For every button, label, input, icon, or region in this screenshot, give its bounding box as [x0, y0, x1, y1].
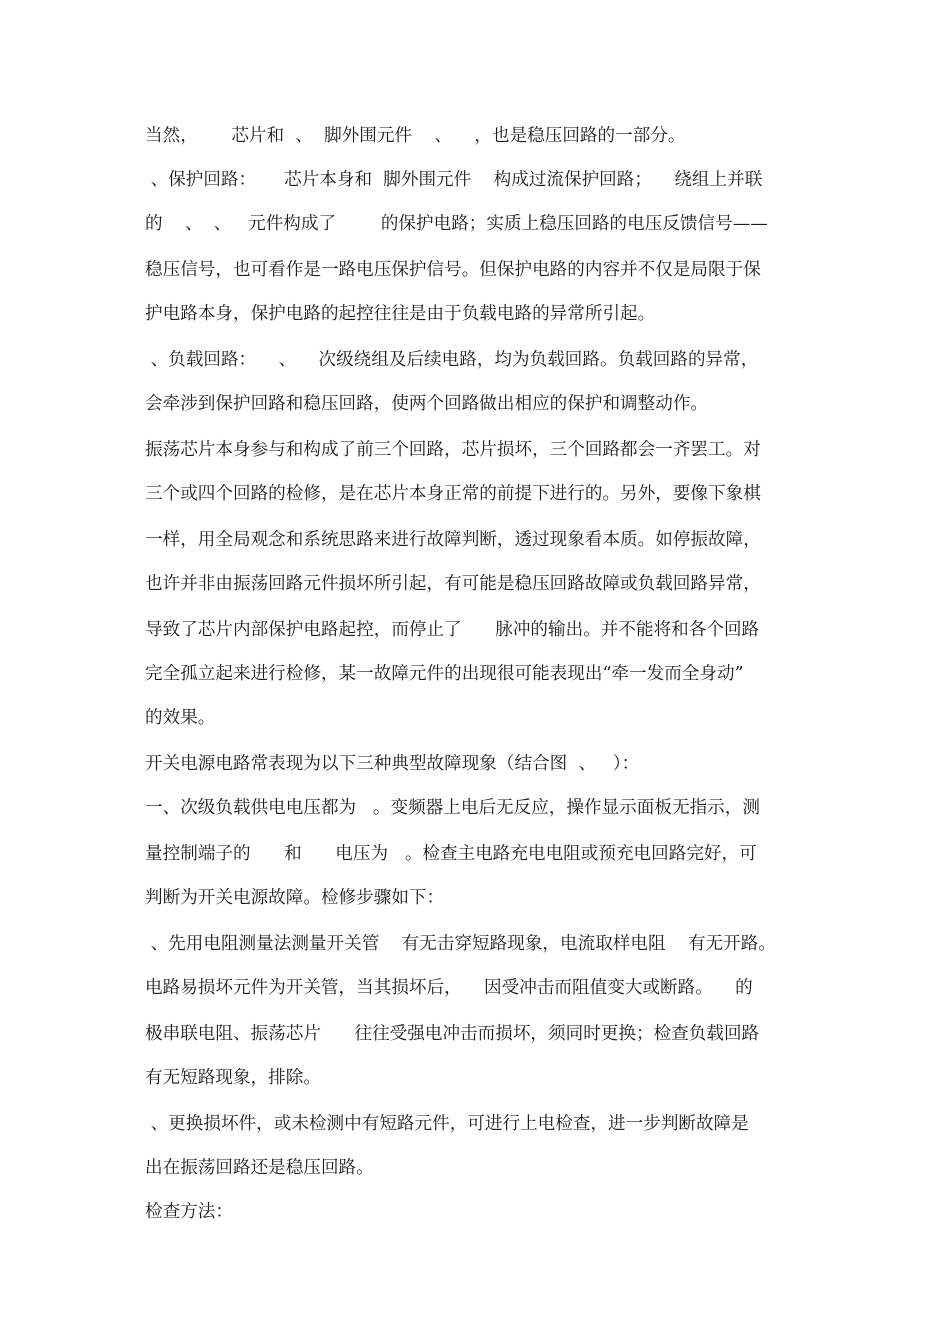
text-line: 、负载回路： 、 次级绕组及后续电路，均为负载回路。负载回路的异常， — [145, 350, 759, 370]
text-line: 稳压信号，也可看作是一路电压保护信号。但保护电路的内容并不仅是局限于保 — [145, 260, 761, 280]
text-line: 、更换损坏件，或未检测中有短路元件，可进行上电检查，进一步判断故障是 — [145, 1114, 749, 1134]
text-line: 有无短路现象，排除。 — [145, 1068, 321, 1088]
text-line: 的 、 、 元件构成了 的保护电路；实质上稳压回路的电压反馈信号—— — [145, 214, 768, 234]
text-line: 当然， 芯片和 、 脚外围元件 、 ，也是稳压回路的一部分。 — [145, 126, 686, 146]
text-line: 完全孤立起来进行检修，某一故障元件的出现很可能表现出“牵一发而全身动” — [145, 664, 744, 684]
text-line: 一样，用全局观念和系统思路来进行故障判断，透过现象看本质。如停振故障， — [145, 530, 761, 550]
text-line: 护电路本身，保护电路的起控往往是由于负载电路的异常所引起。 — [145, 304, 656, 324]
text-line: 三个或四个回路的检修，是在芯片本身正常的前提下进行的。另外，要像下象棋 — [145, 484, 761, 504]
text-line: 电路易损坏元件为开关管，当其损坏后， 因受冲击而阻值变大或断路。 的 — [145, 978, 753, 998]
text-line: 检查方法： — [145, 1202, 233, 1222]
text-line: 也许并非由振荡回路元件损坏所引起，有可能是稳压回路故障或负载回路异常， — [145, 574, 761, 594]
text-line: 的效果。 — [145, 708, 216, 728]
text-line: 出在振荡回路还是稳压回路。 — [145, 1158, 374, 1178]
text-line: 判断为开关电源故障。检修步骤如下： — [145, 888, 445, 908]
text-line: 一、次级负载供电电压都为 。变频器上电后无反应，操作显示面板无指示，测 — [145, 798, 760, 818]
text-line: 量控制端子的 和 电压为 。检查主电路充电电阻或预充电回路完好，可 — [145, 844, 757, 864]
text-line: 振荡芯片本身参与和构成了前三个回路，芯片损坏，三个回路都会一齐罢工。对 — [145, 440, 761, 460]
text-line: 会牵涉到保护回路和稳压回路，使两个回路做出相应的保护和调整动作。 — [145, 394, 709, 414]
text-line: 、先用电阻测量法测量开关管 有无击穿短路现象，电流取样电阻 有无开路。 — [145, 934, 776, 954]
text-line: 导致了芯片内部保护电路起控，而停止了 脉冲的输出。并不能将和各个回路 — [145, 620, 760, 640]
section-heading: 开关电源电路常表现为以下三种典型故障现象（结合图 、 ）： — [145, 754, 640, 774]
text-line: 、保护回路： 芯片本身和 脚外围元件 构成过流保护回路； 绕组上并联 — [145, 170, 763, 190]
text-line: 极串联电阻、振荡芯片 往往受强电冲击而损坏，须同时更换；检查负载回路 — [145, 1024, 760, 1044]
